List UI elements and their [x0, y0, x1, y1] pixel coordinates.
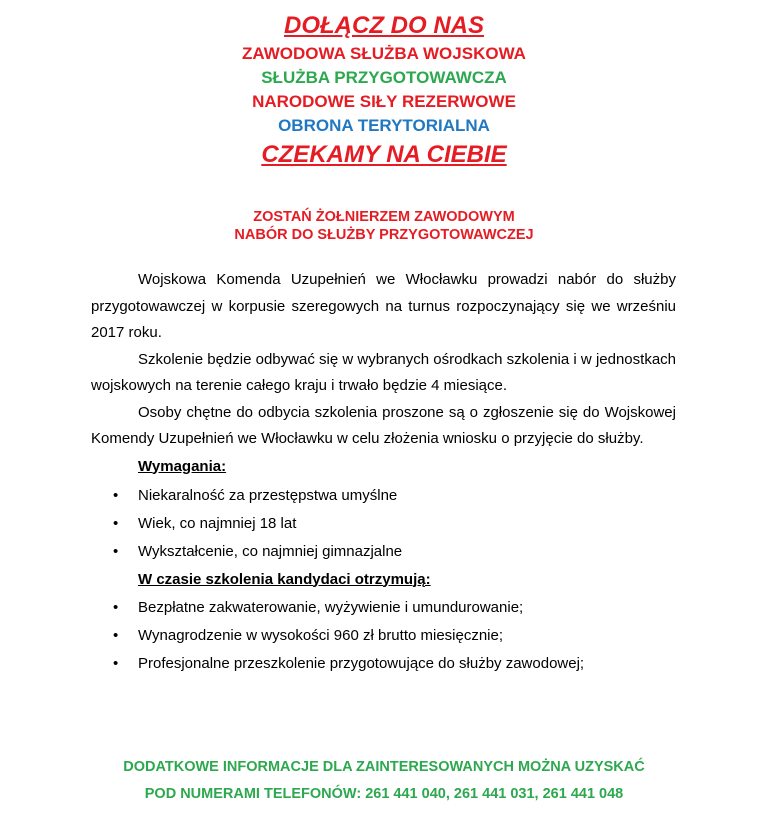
header-line-preparatory-service: SŁUŻBA PRZYGOTOWAWCZA [261, 68, 507, 87]
benefits-list [91, 594, 676, 678]
header-line-professional-service: ZAWODOWA SŁUŻBA WOJSKOWA [242, 44, 526, 63]
paragraph: Wojskowa Komenda Uzupełnień we Włocławku prowadzi nabór do służby przygotowawczej w korpusie szeregowych na turnus rozpoczynający się we wrześniu 2017 roku. [91, 271, 676, 341]
body [91, 267, 676, 678]
bullet-icon: • [113, 486, 119, 504]
header-line-reserve-forces: NARODOWE SIŁY REZERWOWE [252, 92, 516, 111]
bullet-icon: • [113, 542, 119, 560]
requirements-heading: Wymagania: [138, 457, 227, 475]
requirements-list [91, 482, 676, 566]
footer-line-1: DODATKOWE INFORMACJE DLA ZAINTERESOWANYCH MOŻNA UZYSKAĆ [123, 759, 645, 775]
list-item [91, 482, 676, 510]
list-item [91, 594, 676, 622]
list-item [91, 538, 676, 566]
list-item-text: Niekaralność za przestępstwa umyślne [138, 486, 398, 504]
list-item-text: Wykształcenie, co najmniej gimnazjalne [138, 542, 403, 560]
list-item [91, 510, 676, 538]
subheader [0, 208, 768, 244]
header [0, 10, 768, 172]
list-item-text: Profesjonalne przeszkolenie przygotowujące do służby zawodowej; [138, 654, 585, 672]
paragraph: Osoby chętne do odbycia szkolenia proszone są o zgłoszenie się do Wojskowej Komendy Uzupełnień we Włocławku w celu złożenia wniosku o przyjęcie do służby. [91, 403, 676, 447]
list-item-text: Wiek, co najmniej 18 lat [138, 514, 297, 532]
list-item-text: Bezpłatne zakwaterowanie, wyżywienie i umundurowanie; [138, 598, 524, 616]
subheader-line-2: NABÓR DO SŁUŻBY PRZYGOTOWAWCZEJ [234, 227, 534, 243]
bullet-icon: • [113, 626, 119, 644]
paragraph: Szkolenie będzie odbywać się w wybranych ośrodkach szkolenia i w jednostkach wojskowych na terenie całego kraju i trwało będzie 4 miesiące. [91, 350, 676, 394]
slogan: CZEKAMY NA CIEBIE [261, 141, 507, 168]
list-item [91, 650, 676, 678]
footer [0, 758, 768, 803]
bullet-icon: • [113, 598, 119, 616]
footer-phone-numbers: POD NUMERAMI TELEFONÓW: 261 441 040, 261 441 031, 261 441 048 [144, 786, 624, 802]
list-item-text: Wynagrodzenie w wysokości 960 zł brutto miesięcznie; [138, 626, 504, 644]
list-item [91, 622, 676, 650]
benefits-heading: W czasie szkolenia kandydaci otrzymują: [138, 570, 431, 588]
page-title: DOŁĄCZ DO NAS [284, 12, 484, 39]
bullet-icon: • [113, 514, 119, 532]
subheader-line-1: ZOSTAŃ ŻOŁNIERZEM ZAWODOWYM [253, 209, 515, 225]
header-line-territorial-defense: OBRONA TERYTORIALNA [278, 116, 490, 135]
bullet-icon: • [113, 654, 119, 672]
